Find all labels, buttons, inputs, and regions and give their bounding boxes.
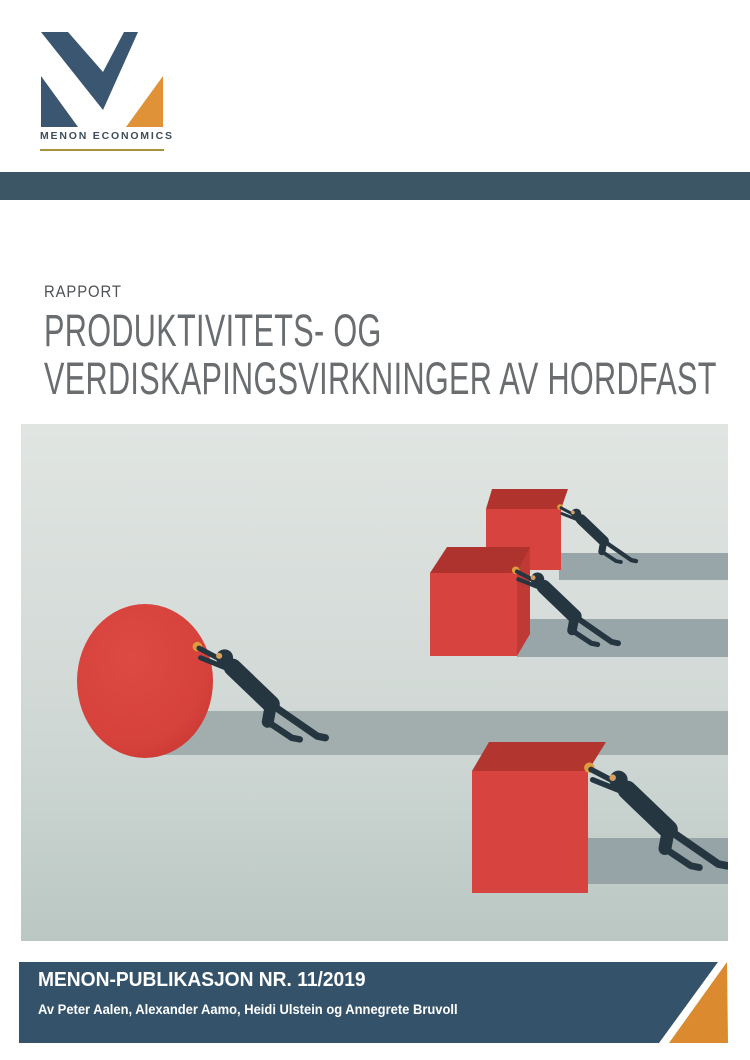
- pushing-figures-scene: [21, 424, 728, 941]
- brand-wordmark: MENON ECONOMICS: [40, 130, 174, 142]
- figure-face: [571, 511, 575, 515]
- track-stripe-bottom: [588, 838, 728, 884]
- figure-face: [531, 575, 536, 580]
- track-stripe-top: [559, 553, 728, 580]
- logo-orange-triangle: [126, 76, 163, 127]
- footer-authors: Av Peter Aalen, Alexander Aamo, Heidi Ulstein og Annegrete Bruvoll: [38, 1002, 458, 1017]
- top-accent-band: [0, 172, 750, 200]
- cube-front-face: [430, 573, 517, 656]
- cover-illustration: [21, 424, 728, 941]
- figure-torso: [233, 667, 271, 704]
- track-stripe-middle: [517, 619, 728, 657]
- menon-logo-mark: [40, 30, 164, 128]
- figure-torso: [544, 587, 575, 616]
- report-kicker: [44, 283, 130, 302]
- figure-face: [216, 653, 222, 659]
- report-title-line-1: PRODUKTIVITETS- OG: [44, 305, 382, 356]
- logo-gold-rule: [40, 149, 164, 151]
- red-cube-middle: [430, 547, 530, 656]
- track-stripe-sphere: [141, 711, 728, 755]
- report-kicker-text: RAPPORT: [44, 283, 122, 301]
- report-title-line-2: VERDISKAPINGSVIRKNINGER AV HORDFAST: [44, 353, 717, 404]
- figure-torso: [627, 790, 668, 830]
- footer-publication-number: MENON-PUBLIKASJON NR. 11/2019: [38, 969, 366, 991]
- cube-top-face: [486, 489, 568, 509]
- figure-face: [609, 774, 616, 781]
- cube-front-face: [472, 771, 588, 893]
- red-sphere: [77, 604, 213, 758]
- logo-left-triangle: [41, 76, 78, 127]
- figure-torso: [581, 519, 604, 541]
